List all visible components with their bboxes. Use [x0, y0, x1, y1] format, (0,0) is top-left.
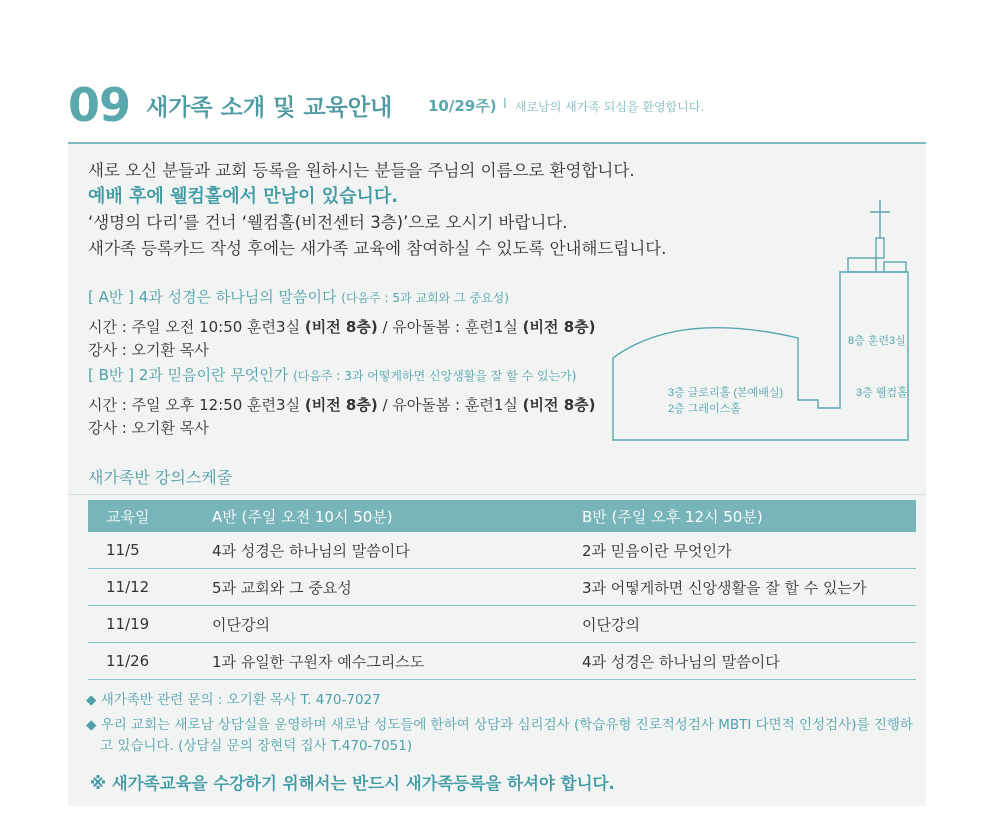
- building-outline: [613, 272, 908, 440]
- section-number: 09: [68, 78, 131, 132]
- note-counseling: 우리 교회는 새로남 상담실을 운영하며 새로남 성도들에 한하여 상담과 심리검사 (학습유형 진로적성검사 MBTI 다면적 인성검사)를 진행하고 있습니다. (상담실 문의 장현덕 집사 T.470-7051): [100, 717, 913, 754]
- tower-spire: [876, 238, 884, 258]
- cell-class-a: 4과 성경은 하나님의 말씀이다: [194, 532, 564, 569]
- week-label: 10/29주): [428, 97, 497, 115]
- label-tower-top: 8층 훈련3실: [848, 335, 906, 347]
- label-hall1: 3층 글로리홀 (본예배실): [668, 387, 784, 399]
- note-item: [86, 690, 921, 711]
- header-date: 교육일: [88, 500, 194, 532]
- label-tower-welcome: 3층 웰컴홀: [856, 387, 908, 399]
- schedule-table: [88, 500, 916, 680]
- class-a-nursery: / 유아돌봄 : 훈련1실: [377, 318, 518, 336]
- table-row: [88, 569, 916, 606]
- class-b-nursery: / 유아돌봄 : 훈련1실: [377, 396, 518, 414]
- church-building-illustration: [608, 190, 918, 445]
- welcome-text: 새로남의 새가족 되심을 환영합니다.: [515, 100, 705, 114]
- class-b-teacher: 강사 : 오기환 목사: [88, 419, 209, 437]
- notes: [86, 690, 921, 761]
- class-a-nursery-room: (비전 8층): [522, 318, 596, 336]
- class-a-label: [ A반 ] 4과 성경은 하나님의 말씀이다: [88, 288, 337, 306]
- cell-date: 11/26: [88, 643, 194, 680]
- header-class-b: B반 (주일 오후 12시 50분): [564, 500, 916, 532]
- cell-date: 11/5: [88, 532, 194, 569]
- page-title: 새가족 소개 및 교육안내: [146, 95, 393, 121]
- diamond-icon: ◆: [86, 692, 101, 708]
- tower-columns-right: [884, 262, 906, 272]
- class-b-label: [ B반 ] 2과 믿음이란 무엇인가: [88, 366, 289, 384]
- class-b-nursery-room: (비전 8층): [522, 396, 596, 414]
- class-b-time: 시간 : 주일 오후 12:50 훈련3실: [88, 396, 301, 414]
- schedule-divider: [68, 494, 926, 495]
- header-class-a: A반 (주일 오전 10시 50분): [194, 500, 564, 532]
- header-separator: I: [503, 97, 507, 112]
- class-b-note: (다음주 : 3과 어떻게하면 신앙생활을 잘 할 수 있는가): [293, 369, 577, 383]
- class-b-info: [88, 364, 595, 440]
- class-a-teacher: 강사 : 오기환 목사: [88, 341, 209, 359]
- schedule-title: 새가족반 강의스케줄: [88, 468, 233, 487]
- final-notice: ※ 새가족교육을 수강하기 위해서는 반드시 새가족등록을 하셔야 합니다.: [90, 774, 615, 793]
- cell-class-b: 3과 어떻게하면 신앙생활을 잘 할 수 있는가: [564, 569, 916, 606]
- table-header-row: [88, 500, 916, 532]
- cell-date: 11/12: [88, 569, 194, 606]
- intro-highlight: 예배 후에 웰컴홀에서 만남이 있습니다.: [88, 186, 399, 207]
- cell-class-a: 5과 교회와 그 중요성: [194, 569, 564, 606]
- table-row: [88, 532, 916, 569]
- cell-class-a: 이단강의: [194, 606, 564, 643]
- diamond-icon: ◆: [86, 717, 101, 733]
- cell-class-b: 2과 믿음이란 무엇인가: [564, 532, 916, 569]
- cell-class-a: 1과 유일한 구원자 예수그리스도: [194, 643, 564, 680]
- cell-date: 11/19: [88, 606, 194, 643]
- class-a-info: [88, 286, 595, 362]
- class-b-time-room: (비전 8층): [304, 396, 378, 414]
- intro-line-1: 새로 오신 분들과 교회 등록을 원하시는 분들을 주님의 이름으로 환영합니다.: [88, 161, 635, 180]
- note-contact: 새가족반 관련 문의 : 오기환 목사 T. 470-7027: [100, 692, 381, 708]
- class-a-time-room: (비전 8층): [304, 318, 378, 336]
- class-a-note: (다음주 : 5과 교회와 그 중요성): [341, 291, 509, 305]
- label-hall2: 2층 그레이스홀: [668, 403, 741, 415]
- section-header: [68, 75, 925, 135]
- intro-line-4: 새가족 등록카드 작성 후에는 새가족 교육에 참여하실 수 있도록 안내해드립니다.: [88, 239, 667, 258]
- class-a-time: 시간 : 주일 오전 10:50 훈련3실: [88, 318, 301, 336]
- intro-line-3: ‘생명의 다리’를 건너 ‘웰컴홀(비전센터 3층)’으로 오시기 바랍니다.: [88, 213, 568, 232]
- note-item: [86, 715, 921, 757]
- cell-class-b: 이단강의: [564, 606, 916, 643]
- intro-text: [88, 158, 666, 262]
- tower-columns-left: [848, 258, 876, 272]
- table-row: [88, 643, 916, 680]
- table-row: [88, 606, 916, 643]
- cell-class-b: 4과 성경은 하나님의 말씀이다: [564, 643, 916, 680]
